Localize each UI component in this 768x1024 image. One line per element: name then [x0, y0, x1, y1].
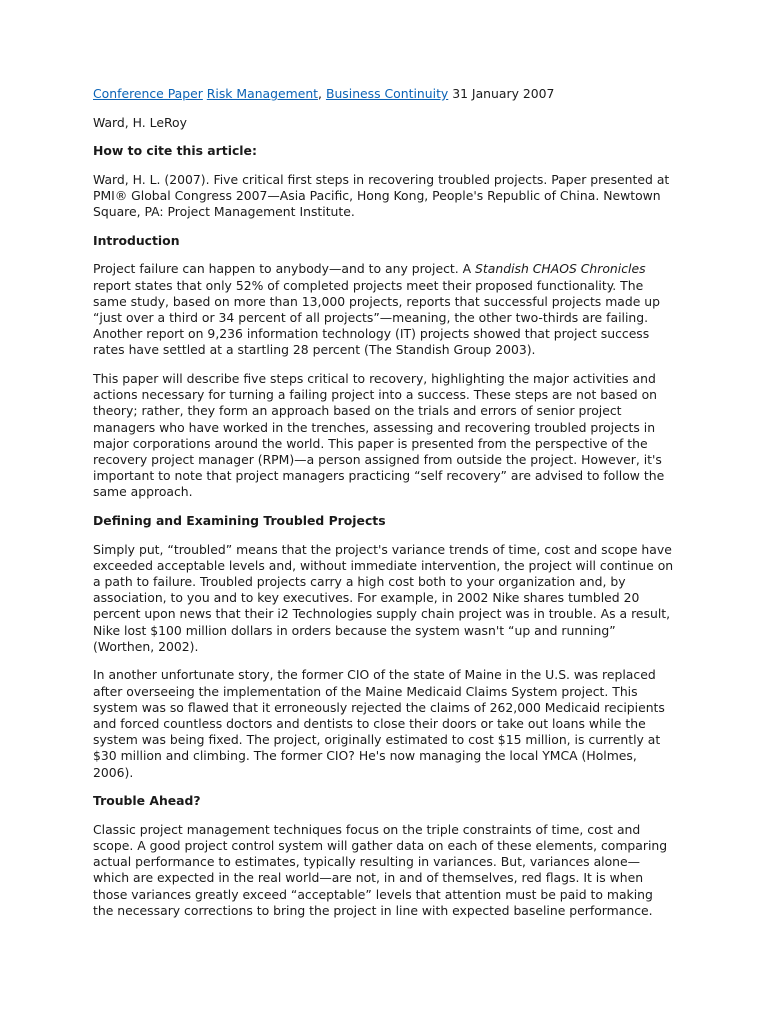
tag-link-conference-paper[interactable]: Conference Paper — [93, 86, 203, 101]
intro-p1-italic-title: Standish CHAOS Chronicles — [475, 261, 646, 277]
intro-p1-text-after: report states that only 52% of completed projects meet their proposed functionality. The same study, based on more than 13,000 projects, reports that successful projects made up “just over a third or 34 percent of all projects”—meaning, the other two-thirds are failing. Another report on 9,236 information technology (IT) projects showed that project success rates have settled at a startling 28 percent (The Standish Group 2003). — [93, 277, 661, 358]
defining-paragraph-2: In another unfortunate story, the former CIO of the state of Maine in the U.S. was replaced after overseeing the implementation of the Maine Medicaid Claims System project. This system was so flawed that it erroneously rejected the claims of 262,000 Medicaid recipients and forced countless doctors and dentists to close their doors or take out loans while the system was being fixed. The project, originally estimated to cost $15 million, is currently at $30 million and climbing. The former CIO? He's now managing the local YMCA (Holmes, 2006). — [93, 667, 665, 780]
tag-link-business-continuity[interactable]: Business Continuity — [325, 86, 449, 101]
cite-heading: How to cite this article: — [93, 143, 257, 159]
citation: Ward, H. L. (2007). Five critical first steps in recovering troubled projects. Paper presented at PMI® Global Congress 2007—Asia Pacific, Hong Kong, People's Republic of China. Newtown Square, PA: Project Management Institute. — [93, 171, 670, 220]
article-meta — [93, 86, 675, 102]
intro-paragraph-2: This paper will describe five steps critical to recovery, highlighting the major activities and actions necessary for turning a failing project into a success. These steps are not based on theory; rather, they form an approach based on the trials and errors of senior project managers who have worked in the trenches, assessing and recovering troubled projects in major corporations around the world. This paper is presented from the perspective of the recovery project manager (RPM)—a person assigned from outside the project. However, it's important to note that project managers practicing “self recovery” are advised to follow the same approach. — [93, 370, 665, 500]
intro-p1-text-before: Project failure can happen to anybody—and to any project. A — [93, 261, 476, 277]
intro-paragraph-1 — [93, 261, 675, 358]
section-heading-trouble-ahead: Trouble Ahead? — [93, 793, 201, 809]
trouble-paragraph-1: Classic project management techniques focus on the triple constraints of time, cost and scope. A good project control system will gather data on each of these elements, comparing actual performance to estimates, typically resulting in variances. But, variances alone—which are expected in the real world—are not, in and of themselves, red flags. It is when those variances greatly exceed “acceptable” levels that attention must be paid to making the necessary corrections to bring the project in line with expected baseline performance. — [93, 821, 668, 918]
defining-paragraph-1: Simply put, “troubled” means that the project's variance trends of time, cost and scope have exceeded acceptable levels and, without immediate intervention, the project will continue on a path to failure. Troubled projects carry a high cost both to your organization and, by association, to you and to key executives. For example, in 2002 Nike shares tumbled 20 percent upon news that their i2 Technologies supply chain project was in trouble. As a result, Nike lost $100 million dollars in orders because the system wasn't “up and running” (Worthen, 2002). — [93, 541, 674, 654]
tag-link-risk-management[interactable]: Risk Management — [206, 86, 319, 101]
section-heading-defining: Defining and Examining Troubled Projects — [93, 513, 386, 528]
tag-separator: , — [318, 86, 322, 101]
article — [93, 86, 675, 931]
section-heading-introduction: Introduction — [93, 232, 180, 248]
author: Ward, H. LeRoy — [93, 114, 187, 130]
publish-date: 31 January 2007 — [452, 86, 555, 101]
